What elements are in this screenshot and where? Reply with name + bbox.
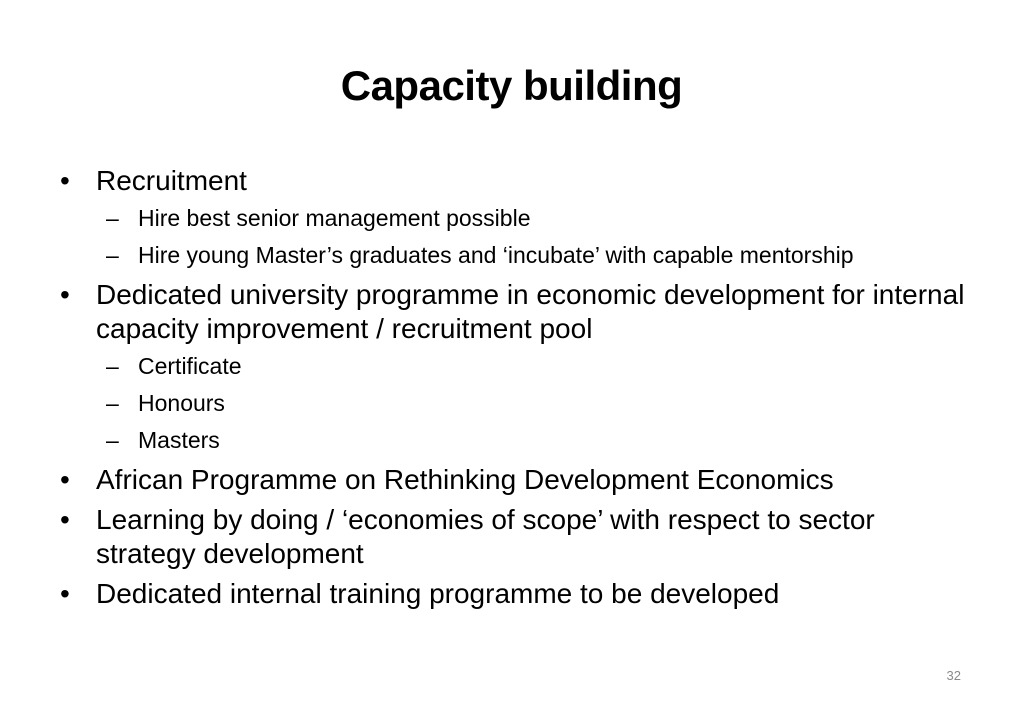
bullet-icon: • — [60, 279, 70, 310]
bullet-text: Recruitment — [96, 165, 247, 196]
bullet-icon: • — [60, 464, 70, 495]
sub-bullet-text: Honours — [138, 390, 225, 416]
sub-bullet-item — [58, 352, 978, 381]
sub-bullet-item — [58, 204, 978, 233]
bullet-item — [58, 278, 978, 346]
bullet-icon: • — [60, 165, 70, 196]
bullet-icon: • — [60, 504, 70, 535]
dash-icon: – — [106, 205, 119, 231]
bullet-item — [58, 503, 978, 571]
sub-bullet-item — [58, 241, 978, 270]
sub-bullet-text: Hire young Master’s graduates and ‘incubate’ with capable mentorship — [138, 242, 854, 268]
dash-icon: – — [106, 353, 119, 379]
sub-bullet-item — [58, 426, 978, 455]
bullet-item — [58, 463, 978, 497]
dash-icon: – — [106, 427, 119, 453]
sub-bullet-item — [58, 389, 978, 418]
bullet-list — [58, 164, 978, 617]
bullet-text: Dedicated internal training programme to be developed — [96, 578, 780, 609]
bullet-text: African Programme on Rethinking Development Economics — [96, 464, 834, 495]
bullet-icon: • — [60, 578, 70, 609]
page-number: 32 — [946, 668, 961, 683]
slide-title: Capacity building — [340, 62, 683, 109]
bullet-text: Learning by doing / ‘economies of scope’ with respect to sector strategy development — [96, 504, 875, 569]
sub-bullet-text: Masters — [138, 427, 220, 453]
bullet-item — [58, 577, 978, 611]
bullet-text: Dedicated university programme in economic development for internal capacity improvement / recruitment pool — [96, 279, 965, 344]
bullet-item — [58, 164, 978, 198]
dash-icon: – — [106, 242, 119, 268]
sub-bullet-text: Hire best senior management possible — [138, 205, 531, 231]
sub-bullet-text: Certificate — [138, 353, 242, 379]
dash-icon: – — [106, 390, 119, 416]
